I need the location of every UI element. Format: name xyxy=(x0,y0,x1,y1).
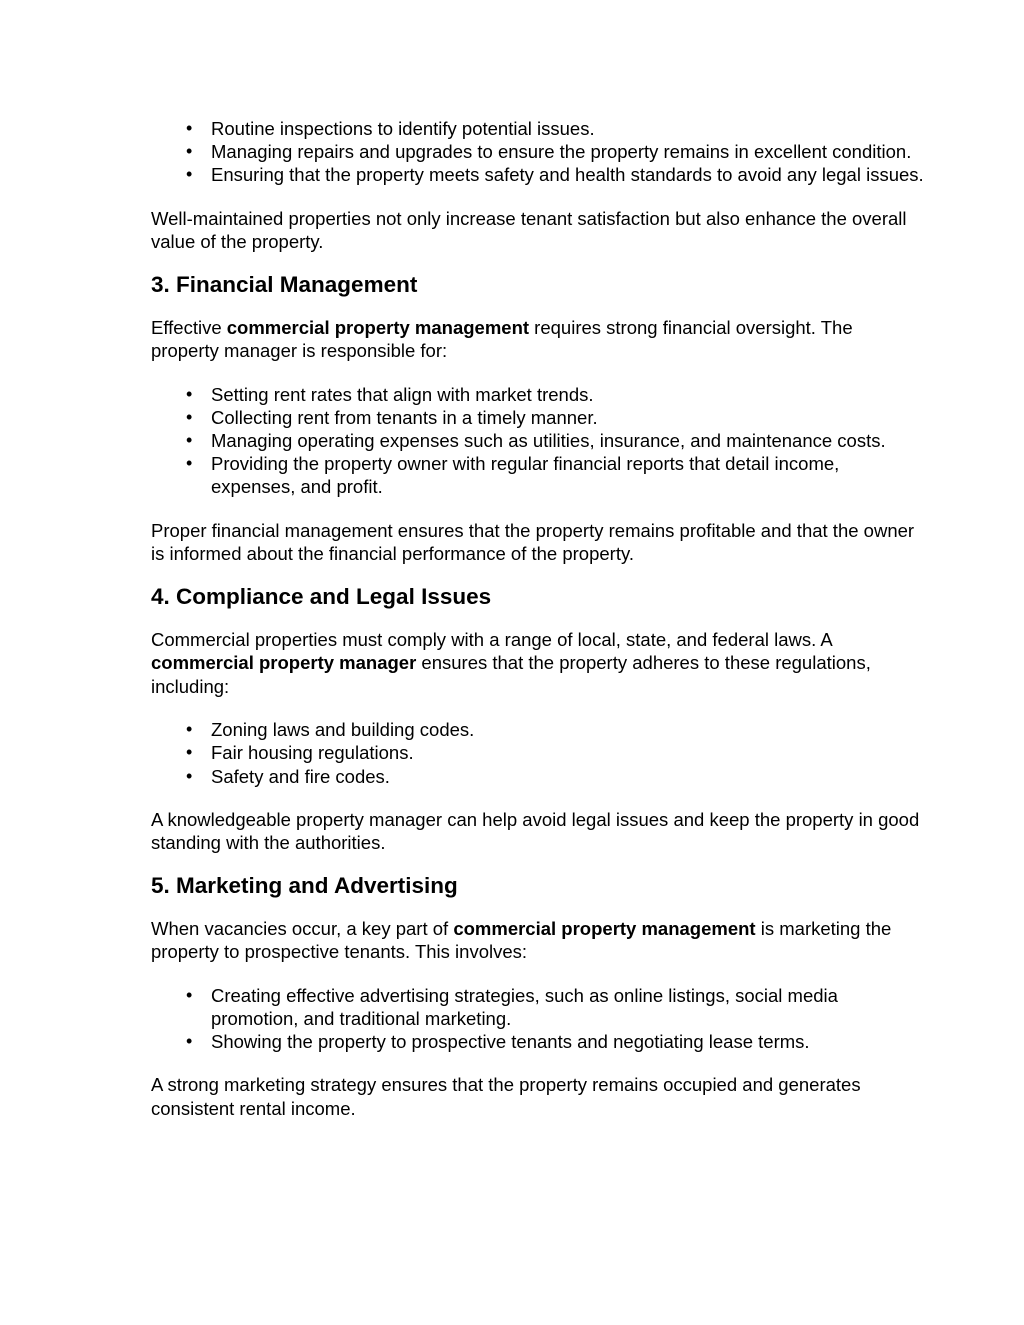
list-item: • Collecting rent from tenants in a timely manner. xyxy=(211,406,924,429)
financial-list xyxy=(151,383,924,499)
paragraph: Well-maintained properties not only increase tenant satisfaction but also enhance the overall value of the property. xyxy=(151,207,907,253)
section-heading: 4. Compliance and Legal Issues xyxy=(151,583,492,609)
paragraph: Effective commercial property management requires strong financial oversight. The property manager is responsible for: xyxy=(151,316,853,362)
paragraph: A knowledgeable property manager can help avoid legal issues and keep the property in good standing with the authorities. xyxy=(151,808,920,854)
list-item: • Routine inspections to identify potential issues. xyxy=(211,117,924,140)
compliance-list xyxy=(151,718,924,788)
list-item: • Creating effective advertising strategies, such as online listings, social media promotion, and traditional marketing. xyxy=(211,984,924,1030)
list-item: • Setting rent rates that align with market trends. xyxy=(211,383,924,406)
bold-term: commercial property management xyxy=(226,316,530,338)
list-item: • Safety and fire codes. xyxy=(211,765,924,788)
list-item: • Providing the property owner with regular financial reports that detail income, expenses, and profit. xyxy=(211,452,924,498)
maintenance-list xyxy=(151,117,924,187)
paragraph: When vacancies occur, a key part of commercial property management is marketing the property to prospective tenants. This involves: xyxy=(151,917,892,963)
marketing-list xyxy=(151,984,924,1054)
paragraph: Proper financial management ensures that the property remains profitable and that the owner is informed about the financial performance of the property. xyxy=(151,519,915,565)
paragraph: A strong marketing strategy ensures that the property remains occupied and generates consistent rental income. xyxy=(151,1074,861,1119)
list-item: • Showing the property to prospective tenants and negotiating lease terms. xyxy=(211,1030,924,1053)
paragraph: Commercial properties must comply with a range of local, state, and federal laws. A commercial property manager ensures that the property adheres to these regulations, including: xyxy=(151,628,871,697)
bold-term: commercial property manager xyxy=(151,652,417,674)
list-item: • Fair housing regulations. xyxy=(211,741,924,764)
list-item: • Managing operating expenses such as utilities, insurance, and maintenance costs. xyxy=(211,429,924,452)
list-item: • Managing repairs and upgrades to ensure the property remains in excellent condition. xyxy=(211,140,924,163)
section-heading: 5. Marketing and Advertising xyxy=(151,872,458,898)
list-item: • Ensuring that the property meets safety and health standards to avoid any legal issues. xyxy=(211,163,924,186)
bold-term: commercial property management xyxy=(453,917,756,939)
section-heading: 3. Financial Management xyxy=(151,271,418,297)
list-item: • Zoning laws and building codes. xyxy=(211,718,924,741)
